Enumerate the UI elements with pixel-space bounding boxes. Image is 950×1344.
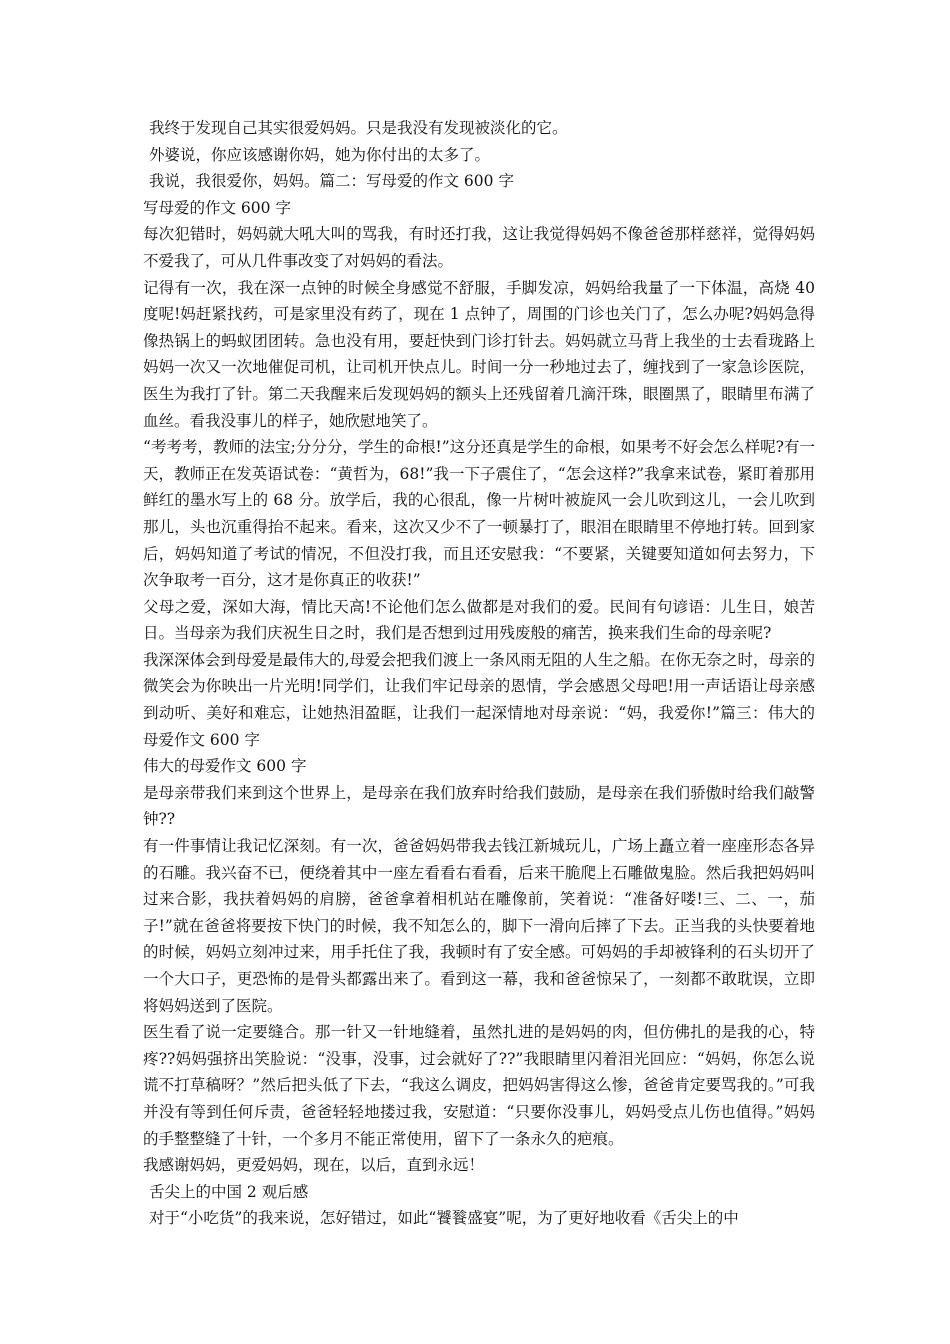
paragraph-5: 每次犯错时，妈妈就大吼大叫的骂我，有时还打我，这让我觉得妈妈不像爸爸那样慈祥，觉得妈妈不爱我了，可从几件事改变了对妈妈的看法。 [143,225,815,270]
paragraph-13: 医生看了说一定要缝合。那一针又一针地缝着，虽然扎进的是妈妈的肉，但仿佛扎的是我的心，特疼??妈妈强挤出笑脸说：“没事，没事，过会就好了??”我眼睛里闪着泪光回应：“妈妈，你怎么说谎不打草稿呀？”然后把头低了下去，“我这么调皮，把妈妈害得这么惨，爸爸肯定要骂我的。”可我并没有等到任何斥责，爸爸轻轻地搂过我，安慰道：“只要你没事儿，妈妈受点儿伤也值得。”妈妈的手整整缝了十针，一个多月不能正常使用，留下了一条永久的疤痕。 [143,1023,815,1148]
paragraph-12: 有一件事情让我记忆深刻。有一次，爸爸妈妈带我去钱江新城玩儿，广场上矗立着一座座形态各异的石雕。我兴奋不已，便绕着其中一座左看看右看看，后来干脆爬上石雕做鬼脸。然后我把妈妈叫过来合影，我扶着妈妈的肩膀，爸爸拿着相机站在雕像前，笑着说：“准备好喽!三、二、一，茄子!”就在爸爸将要按下快门的时候，我不知怎么的，脚下一滑向后摔了下去。正当我的头快要着地的时候，妈妈立刻冲过来，用手托住了我，我顿时有了安全感。可妈妈的手却被锋利的石头切开了一个大口子，更恐怖的是骨头都露出来了。看到这一幕，我和爸爸惊呆了，一刻都不敢耽误，立即将妈妈送到了医院。 [143,837,815,1015]
paragraph-11: 是母亲带我们来到这个世界上，是母亲在我们放弃时给我们鼓励，是母亲在我们骄傲时给我们敲警钟?? [143,783,815,829]
paragraph-14: 我感谢妈妈，更爱妈妈，现在，以后，直到永远！ [143,1156,485,1175]
paragraph-8: 父母之爱，深如大海，情比天高!不论他们怎么做都是对我们的爱。民间有句谚语：儿生日，娘苦日。当母亲为我们庆祝生日之时，我们是否想到过用残废般的痛苦，换来我们生命的母亲呢? [143,597,815,643]
paragraph-1: 我终于发现自己其实很爱妈妈。只是我没有发现被淡化的它。 [149,119,568,137]
paragraph-16: 对于“小吃货”的我来说，怎好错过，如此“饕餮盛宴”呢，为了更好地收看《舌尖上的中 [149,1209,739,1228]
paragraph-9: 我深深体会到母爱是最伟大的,母爱会把我们渡上一条风雨无阻的人生之船。在你无奈之时，母亲的微笑会为你映出一片光明!同学们，让我们牢记母亲的恩情，学会感恩父母吧!用一声话语让母亲感到动听、美好和难忘，让她热泪盈眶，让我们一起深情地对母亲说：“妈，我爱你!”篇三：伟大的母爱作文 600 字 [143,650,815,749]
paragraph-7: “考考考，教师的法宝;分分分，学生的命根!”这分还真是学生的命根，如果考不好会怎么样呢?有一天，教师正在发英语试卷：“黄哲为，68!”我一下子震住了，“怎会这样?”我拿来试卷，紧盯着那用鲜红的墨水写上的 68 分。放学后，我的心很乱，像一片树叶被旋风一会儿吹到这儿，一会儿吹到那儿，头也沉重得抬不起来。看来，这次又少不了一顿暴打了，眼泪在眼睛里不停地打转。回到家后，妈妈知道了考试的情况，不但没打我，而且还安慰我：“不要紧，关键要知道如何去努力，下次争取考一百分，这才是你真正的收获!” [143,438,815,590]
section-title-4: 舌尖上的中国 2 观后感 [149,1182,309,1201]
paragraph-6: 记得有一次，我在深一点钟的时候全身感觉不舒服，手脚发凉，妈妈给我量了一下体温，高烧 40 度呢!妈赶紧找药，可是家里没有药了，现在 1 点钟了，周围的门诊也关门了，怎么办呢?妈妈急得像热锅上的蚂蚁团团转。急也没有用，要赶快到门诊打针去。妈妈就立马背上我坐的士去看珑路上妈妈一次又一次地催促司机，让司机开快点儿。时间一分一秒地过去了，缠找到了一家急诊医院，医生为我打了针。第二天我醒来后发现妈妈的额头上还残留着几滴汗珠，眼圈黑了，眼睛里布满了血丝。看我没事儿的样子，她欣慰地笑了。 [143,278,815,430]
document-page [143,115,815,1232]
paragraph-2: 外婆说，你应该感谢你妈，她为你付出的太多了。 [149,145,491,164]
section-title-2: 写母爱的作文 600 字 [143,198,291,217]
paragraph-3: 我说，我很爱你，妈妈。篇二：写母爱的作文 600 字 [149,172,514,191]
section-title-3: 伟大的母爱作文 600 字 [143,757,307,776]
